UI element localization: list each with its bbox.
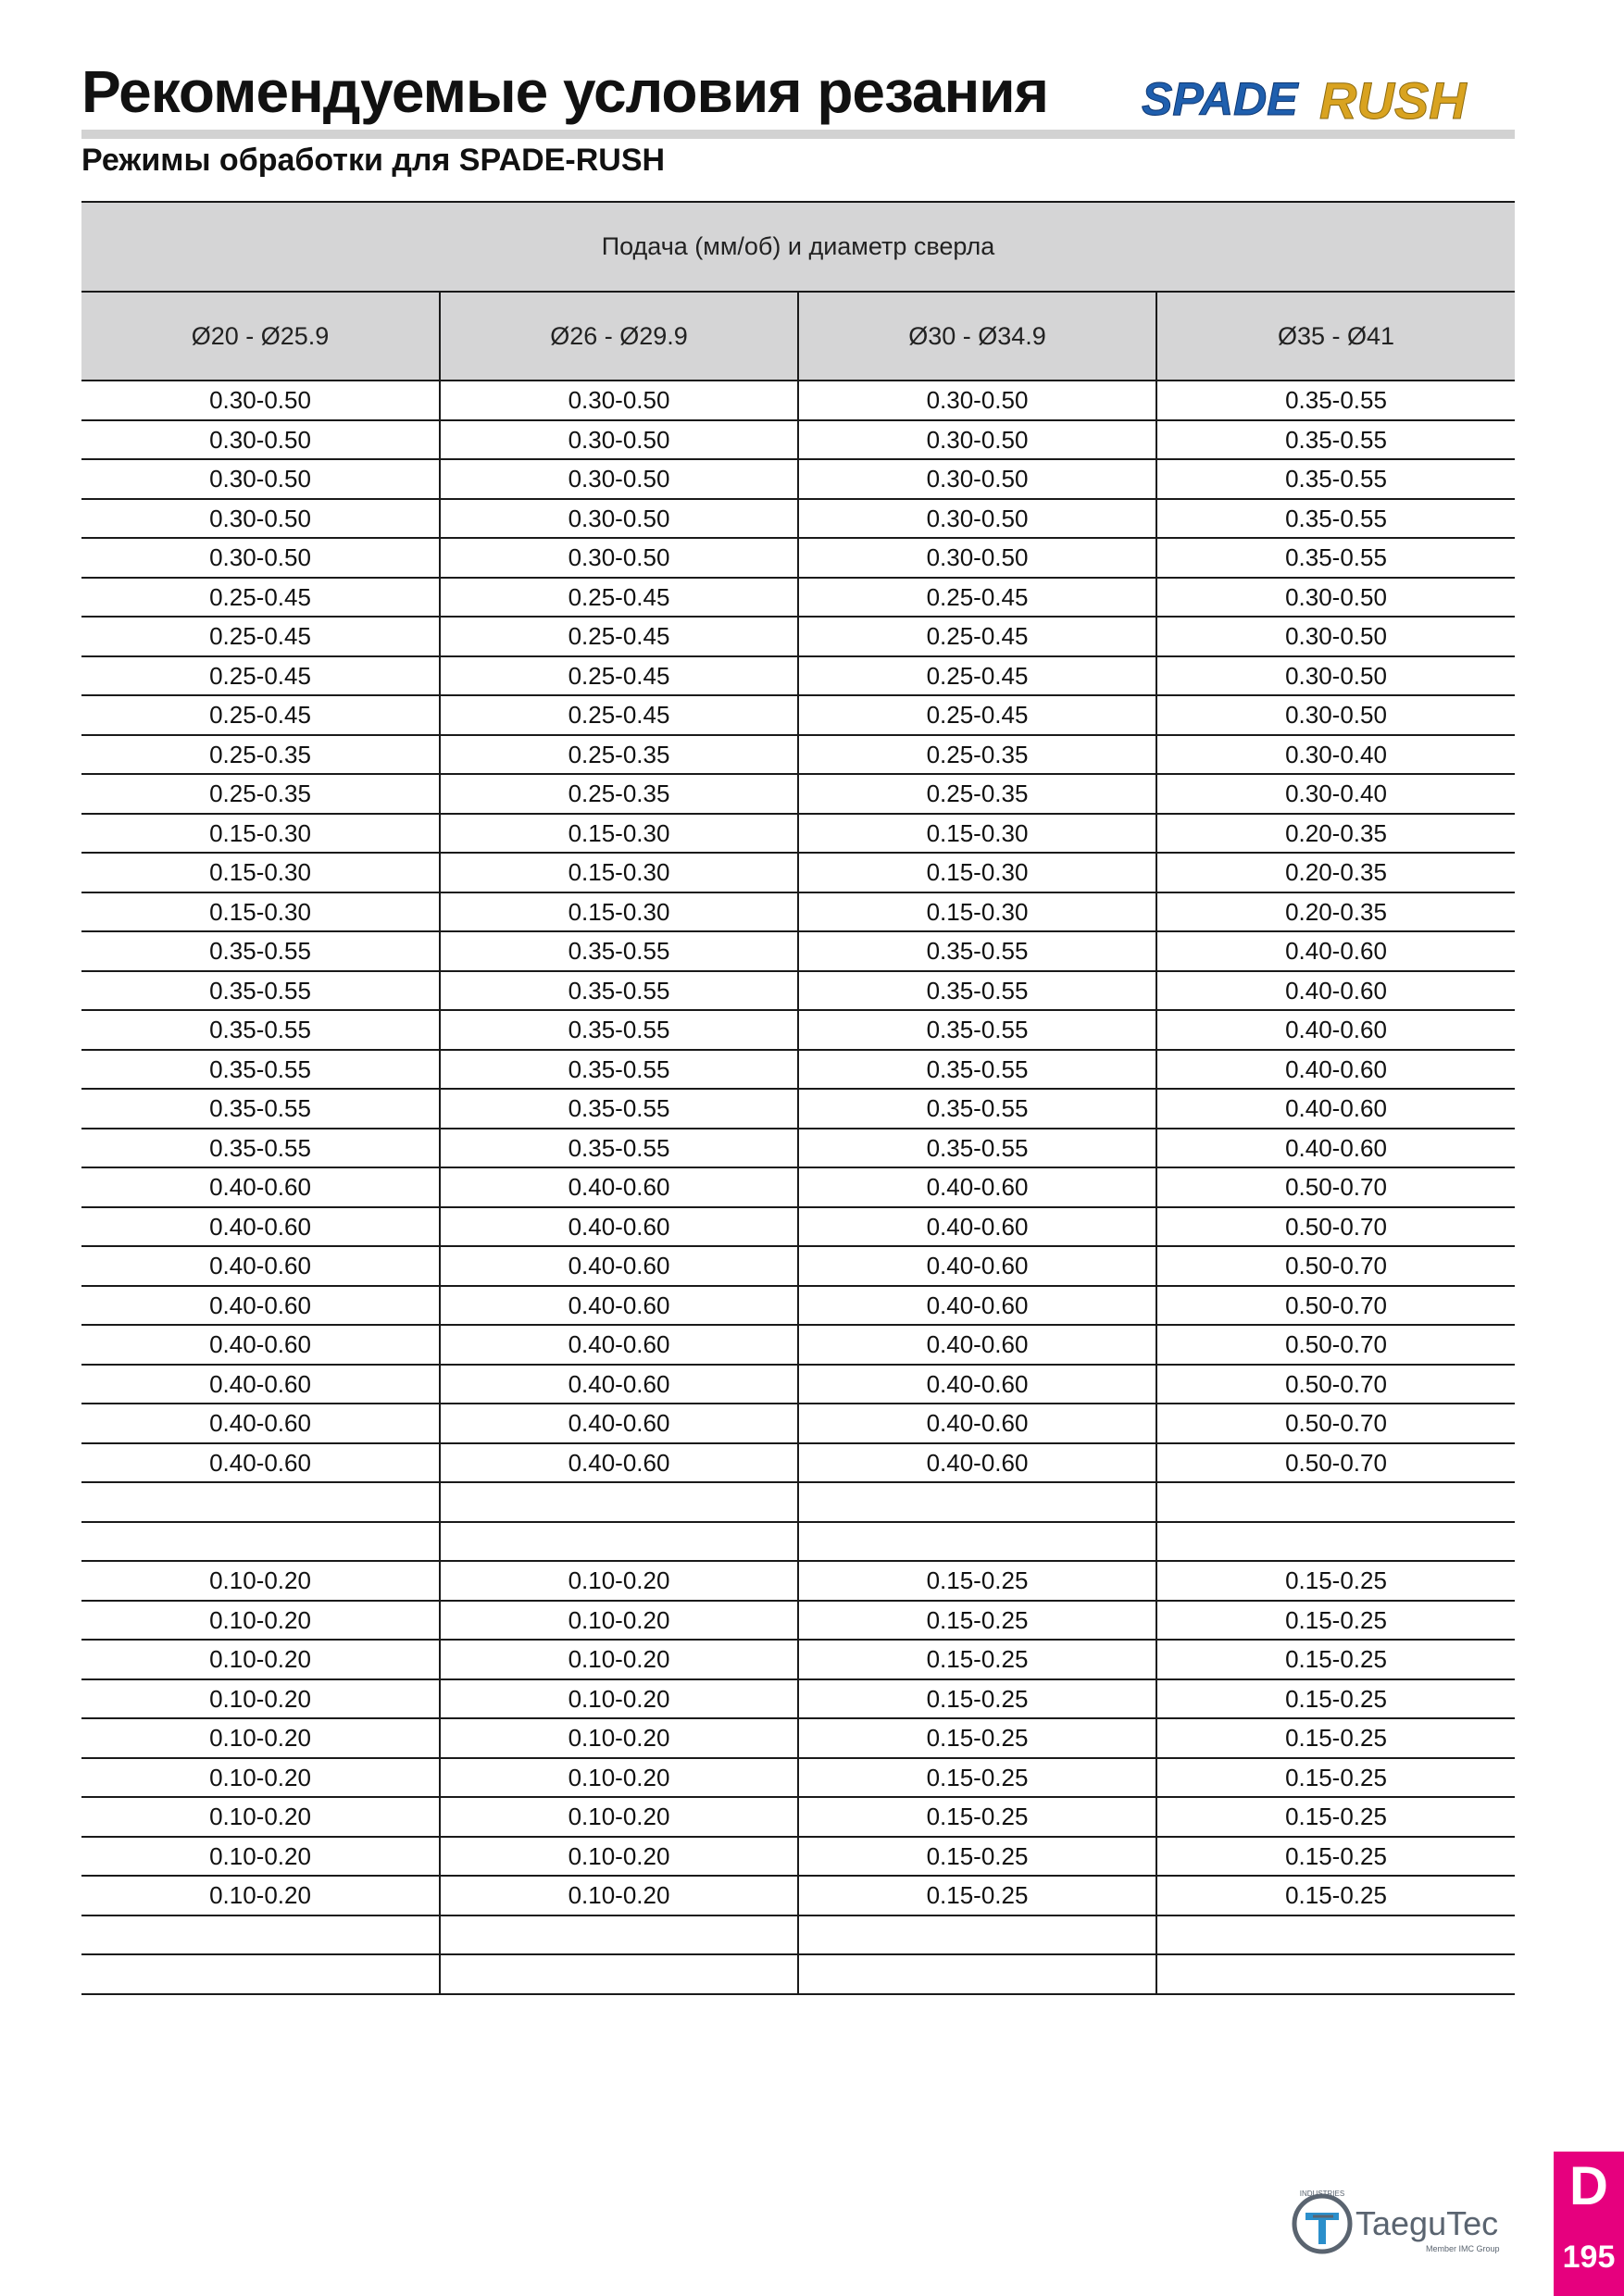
table-row [81, 420, 1515, 460]
table-cell: 0.35-0.55 [798, 1050, 1156, 1090]
table-cell: 0.10-0.20 [81, 1679, 440, 1719]
table-cell: 0.15-0.25 [798, 1640, 1156, 1679]
table-cell: 0.35-0.55 [440, 1050, 798, 1090]
table-row [81, 892, 1515, 932]
table-row [81, 1797, 1515, 1837]
column-header: Ø20 - Ø25.9 [81, 292, 440, 381]
table-cell: 0.35-0.55 [440, 1129, 798, 1168]
table-cell: 0.15-0.25 [798, 1758, 1156, 1798]
table-cell: 0.15-0.25 [798, 1837, 1156, 1877]
table-cell: 0.10-0.20 [440, 1679, 798, 1719]
table-row [81, 1010, 1515, 1050]
table-cell: 0.40-0.60 [798, 1207, 1156, 1247]
table-cell: 0.15-0.30 [798, 892, 1156, 932]
table-cell: 0.10-0.20 [440, 1758, 798, 1798]
table-row [81, 1443, 1515, 1483]
table-cell [81, 1915, 440, 1955]
table-row [81, 1601, 1515, 1641]
table-cell [81, 1482, 440, 1522]
table-cell: 0.35-0.55 [1156, 499, 1515, 539]
table-cell: 0.15-0.30 [440, 892, 798, 932]
table-cell: 0.15-0.25 [798, 1601, 1156, 1641]
table-cell: 0.35-0.55 [798, 1129, 1156, 1168]
table-cell: 0.25-0.35 [440, 735, 798, 775]
table-cell: 0.15-0.30 [440, 814, 798, 854]
table-cell: 0.30-0.50 [798, 459, 1156, 499]
table-cell: 0.35-0.55 [1156, 381, 1515, 420]
table-cell: 0.40-0.60 [440, 1443, 798, 1483]
table-cell: 0.30-0.40 [1156, 735, 1515, 775]
page-number: 195 [1562, 2240, 1616, 2275]
table-row [81, 578, 1515, 618]
table-cell: 0.10-0.20 [440, 1837, 798, 1877]
table-cell: 0.30-0.40 [1156, 774, 1515, 814]
table-cell: 0.30-0.50 [1156, 656, 1515, 696]
table-cell: 0.35-0.55 [1156, 538, 1515, 578]
table-cell [798, 1954, 1156, 1994]
table-cell: 0.25-0.45 [81, 578, 440, 618]
table-cell: 0.40-0.60 [798, 1365, 1156, 1404]
table-cell: 0.10-0.20 [440, 1797, 798, 1837]
table-row [81, 459, 1515, 499]
table-cell: 0.25-0.35 [798, 735, 1156, 775]
table-group-header: Подача (мм/об) и диаметр сверла [81, 202, 1515, 292]
table-row [81, 1915, 1515, 1955]
table-cell: 0.10-0.20 [440, 1876, 798, 1915]
table-cell: 0.10-0.20 [440, 1640, 798, 1679]
table-cell [1156, 1522, 1515, 1562]
table-cell: 0.30-0.50 [440, 499, 798, 539]
table-cell: 0.40-0.60 [440, 1325, 798, 1365]
table-cell: 0.20-0.35 [1156, 892, 1515, 932]
table-cell: 0.10-0.20 [81, 1758, 440, 1798]
table-cell: 0.40-0.60 [81, 1404, 440, 1443]
table-row [81, 1758, 1515, 1798]
table-cell: 0.40-0.60 [81, 1286, 440, 1326]
table-cell: 0.10-0.20 [81, 1561, 440, 1601]
table-cell [798, 1482, 1156, 1522]
table-cell: 0.10-0.20 [81, 1876, 440, 1915]
table-cell: 0.15-0.25 [798, 1561, 1156, 1601]
table-cell: 0.40-0.60 [1156, 971, 1515, 1011]
table-cell [440, 1954, 798, 1994]
table-cell: 0.40-0.60 [440, 1286, 798, 1326]
table-cell: 0.40-0.60 [81, 1246, 440, 1286]
table-cell: 0.50-0.70 [1156, 1404, 1515, 1443]
table-cell [440, 1482, 798, 1522]
table-cell: 0.25-0.45 [440, 617, 798, 656]
table-cell: 0.15-0.25 [1156, 1876, 1515, 1915]
table-cell: 0.50-0.70 [1156, 1167, 1515, 1207]
table-cell: 0.35-0.55 [798, 1089, 1156, 1129]
table-row [81, 931, 1515, 971]
table-cell: 0.40-0.60 [1156, 931, 1515, 971]
table-row [81, 1089, 1515, 1129]
table-cell: 0.35-0.55 [440, 971, 798, 1011]
table-cell: 0.15-0.25 [798, 1876, 1156, 1915]
table-row [81, 1837, 1515, 1877]
table-cell: 0.30-0.50 [798, 420, 1156, 460]
table-cell: 0.40-0.60 [798, 1404, 1156, 1443]
table-cell: 0.15-0.25 [1156, 1561, 1515, 1601]
table-cell: 0.10-0.20 [440, 1601, 798, 1641]
table-cell: 0.15-0.25 [1156, 1640, 1515, 1679]
column-header: Ø26 - Ø29.9 [440, 292, 798, 381]
section-tab [1554, 2152, 1624, 2296]
table-row [81, 1482, 1515, 1522]
table-cell: 0.25-0.35 [440, 774, 798, 814]
table-cell: 0.40-0.60 [1156, 1089, 1515, 1129]
table-row [81, 1640, 1515, 1679]
table-cell: 0.30-0.50 [81, 538, 440, 578]
table-cell: 0.15-0.25 [798, 1718, 1156, 1758]
column-header: Ø30 - Ø34.9 [798, 292, 1156, 381]
table-cell: 0.30-0.50 [440, 420, 798, 460]
table-cell: 0.30-0.50 [81, 459, 440, 499]
table-row [81, 1050, 1515, 1090]
table-cell: 0.35-0.55 [440, 931, 798, 971]
table-cell: 0.35-0.55 [81, 971, 440, 1011]
table-row [81, 499, 1515, 539]
table-row [81, 1286, 1515, 1326]
table-cell: 0.40-0.60 [440, 1404, 798, 1443]
table-cell: 0.30-0.50 [81, 420, 440, 460]
table-cell: 0.25-0.35 [798, 774, 1156, 814]
table-cell: 0.20-0.35 [1156, 853, 1515, 892]
table-cell: 0.40-0.60 [798, 1246, 1156, 1286]
table-row [81, 814, 1515, 854]
table-cell: 0.35-0.55 [798, 931, 1156, 971]
spaderush-logo [1134, 67, 1518, 131]
table-cell: 0.50-0.70 [1156, 1207, 1515, 1247]
table-cell: 0.30-0.50 [81, 499, 440, 539]
table-column-headers [81, 292, 1515, 381]
table-row [81, 853, 1515, 892]
table-cell: 0.15-0.30 [81, 853, 440, 892]
table-cell: 0.40-0.60 [1156, 1129, 1515, 1168]
table-row [81, 774, 1515, 814]
table-cell: 0.40-0.60 [1156, 1050, 1515, 1090]
table-cell: 0.30-0.50 [81, 381, 440, 420]
table-cell [798, 1915, 1156, 1955]
column-header: Ø35 - Ø41 [1156, 292, 1515, 381]
table-row [81, 1561, 1515, 1601]
table-cell: 0.25-0.45 [81, 695, 440, 735]
table-cell: 0.40-0.60 [798, 1286, 1156, 1326]
table-cell: 0.40-0.60 [798, 1443, 1156, 1483]
table-cell: 0.50-0.70 [1156, 1286, 1515, 1326]
table-cell: 0.35-0.55 [81, 931, 440, 971]
logo-company-name: TaeguTec [1355, 2204, 1499, 2242]
table-cell: 0.15-0.30 [798, 853, 1156, 892]
table-cell: 0.35-0.55 [81, 1129, 440, 1168]
table-cell: 0.30-0.50 [440, 381, 798, 420]
table-cell: 0.15-0.25 [1156, 1679, 1515, 1719]
table-cell: 0.25-0.45 [81, 656, 440, 696]
table-cell: 0.30-0.50 [1156, 695, 1515, 735]
table-cell: 0.30-0.50 [440, 538, 798, 578]
table-cell: 0.25-0.45 [81, 617, 440, 656]
table-row [81, 1876, 1515, 1915]
table-cell: 0.30-0.50 [1156, 617, 1515, 656]
table-cell: 0.30-0.50 [798, 499, 1156, 539]
table-cell: 0.35-0.55 [1156, 459, 1515, 499]
table-cell: 0.35-0.55 [798, 971, 1156, 1011]
table-row [81, 1246, 1515, 1286]
table-cell [798, 1522, 1156, 1562]
table-cell: 0.50-0.70 [1156, 1443, 1515, 1483]
table-row [81, 1207, 1515, 1247]
table-cell: 0.10-0.20 [440, 1718, 798, 1758]
table-cell: 0.35-0.55 [81, 1050, 440, 1090]
table-cell: 0.40-0.60 [81, 1325, 440, 1365]
table-cell: 0.10-0.20 [440, 1561, 798, 1601]
table-cell [1156, 1954, 1515, 1994]
table-cell: 0.40-0.60 [798, 1325, 1156, 1365]
table-row [81, 971, 1515, 1011]
table-row [81, 1522, 1515, 1562]
table-cell: 0.25-0.45 [440, 578, 798, 618]
page-title: Рекомендуемые условия резания [81, 58, 1048, 125]
page-subtitle: Режимы обработки для SPADE-RUSH [81, 143, 666, 178]
table-cell: 0.10-0.20 [81, 1718, 440, 1758]
table-row [81, 1718, 1515, 1758]
table-cell [1156, 1915, 1515, 1955]
table-row [81, 617, 1515, 656]
logo-arc-text: INDUSTRIES [1299, 2190, 1345, 2198]
table-cell [81, 1954, 440, 1994]
table-cell: 0.40-0.60 [81, 1443, 440, 1483]
table-row [81, 538, 1515, 578]
table-cell: 0.15-0.25 [1156, 1601, 1515, 1641]
table-cell: 0.15-0.25 [1156, 1837, 1515, 1877]
table-cell: 0.15-0.25 [798, 1679, 1156, 1719]
table-cell: 0.20-0.35 [1156, 814, 1515, 854]
table-row [81, 656, 1515, 696]
table-row [81, 1325, 1515, 1365]
table-row [81, 1404, 1515, 1443]
table-cell: 0.40-0.60 [440, 1365, 798, 1404]
table-row [81, 735, 1515, 775]
feed-rate-table [81, 201, 1515, 1995]
table-cell: 0.25-0.35 [81, 774, 440, 814]
table-cell: 0.10-0.20 [81, 1640, 440, 1679]
table-cell: 0.25-0.45 [798, 617, 1156, 656]
table-cell: 0.40-0.60 [798, 1167, 1156, 1207]
table-cell: 0.15-0.30 [81, 814, 440, 854]
table-row [81, 695, 1515, 735]
table-cell [440, 1522, 798, 1562]
table-cell: 0.10-0.20 [81, 1601, 440, 1641]
logo-text-spade: SPADE [1142, 73, 1298, 125]
table-cell: 0.35-0.55 [440, 1010, 798, 1050]
table-cell: 0.25-0.45 [798, 695, 1156, 735]
table-cell: 0.40-0.60 [1156, 1010, 1515, 1050]
table-cell: 0.50-0.70 [1156, 1325, 1515, 1365]
table-cell: 0.10-0.20 [81, 1837, 440, 1877]
table-cell: 0.15-0.25 [798, 1797, 1156, 1837]
table-cell: 0.30-0.50 [440, 459, 798, 499]
table-cell: 0.50-0.70 [1156, 1365, 1515, 1404]
table-cell: 0.35-0.55 [798, 1010, 1156, 1050]
table-cell: 0.15-0.25 [1156, 1718, 1515, 1758]
table-cell: 0.15-0.25 [1156, 1758, 1515, 1798]
logo-tagline: Member IMC Group [1426, 2244, 1500, 2253]
table-cell: 0.15-0.25 [1156, 1797, 1515, 1837]
table-cell: 0.15-0.30 [798, 814, 1156, 854]
table-cell: 0.40-0.60 [81, 1207, 440, 1247]
table-cell: 0.15-0.30 [440, 853, 798, 892]
section-letter: D [1569, 2156, 1608, 2216]
table-row [81, 1679, 1515, 1719]
table-cell: 0.25-0.45 [798, 656, 1156, 696]
table-cell: 0.15-0.30 [81, 892, 440, 932]
table-body [81, 381, 1515, 1994]
logo-text-rush: RUSH [1319, 71, 1467, 130]
table-cell: 0.25-0.35 [81, 735, 440, 775]
table-row [81, 381, 1515, 420]
taegutec-logo [1287, 2185, 1523, 2259]
table-cell: 0.35-0.55 [81, 1010, 440, 1050]
table-cell: 0.40-0.60 [81, 1365, 440, 1404]
table-cell: 0.35-0.55 [1156, 420, 1515, 460]
table-cell: 0.25-0.45 [440, 695, 798, 735]
table-row [81, 1365, 1515, 1404]
table-row [81, 1129, 1515, 1168]
table-cell: 0.35-0.55 [440, 1089, 798, 1129]
table-cell: 0.50-0.70 [1156, 1246, 1515, 1286]
table-row [81, 1167, 1515, 1207]
table-cell: 0.25-0.45 [440, 656, 798, 696]
table-cell [81, 1522, 440, 1562]
table-cell: 0.40-0.60 [440, 1167, 798, 1207]
table-cell: 0.10-0.20 [81, 1797, 440, 1837]
table-cell [1156, 1482, 1515, 1522]
table-cell: 0.35-0.55 [81, 1089, 440, 1129]
table-cell: 0.40-0.60 [440, 1246, 798, 1286]
table-cell: 0.30-0.50 [1156, 578, 1515, 618]
table-cell: 0.40-0.60 [81, 1167, 440, 1207]
table-cell: 0.30-0.50 [798, 538, 1156, 578]
table-cell: 0.25-0.45 [798, 578, 1156, 618]
table-row [81, 1954, 1515, 1994]
table-cell [440, 1915, 798, 1955]
table-cell: 0.40-0.60 [440, 1207, 798, 1247]
table-cell: 0.30-0.50 [798, 381, 1156, 420]
